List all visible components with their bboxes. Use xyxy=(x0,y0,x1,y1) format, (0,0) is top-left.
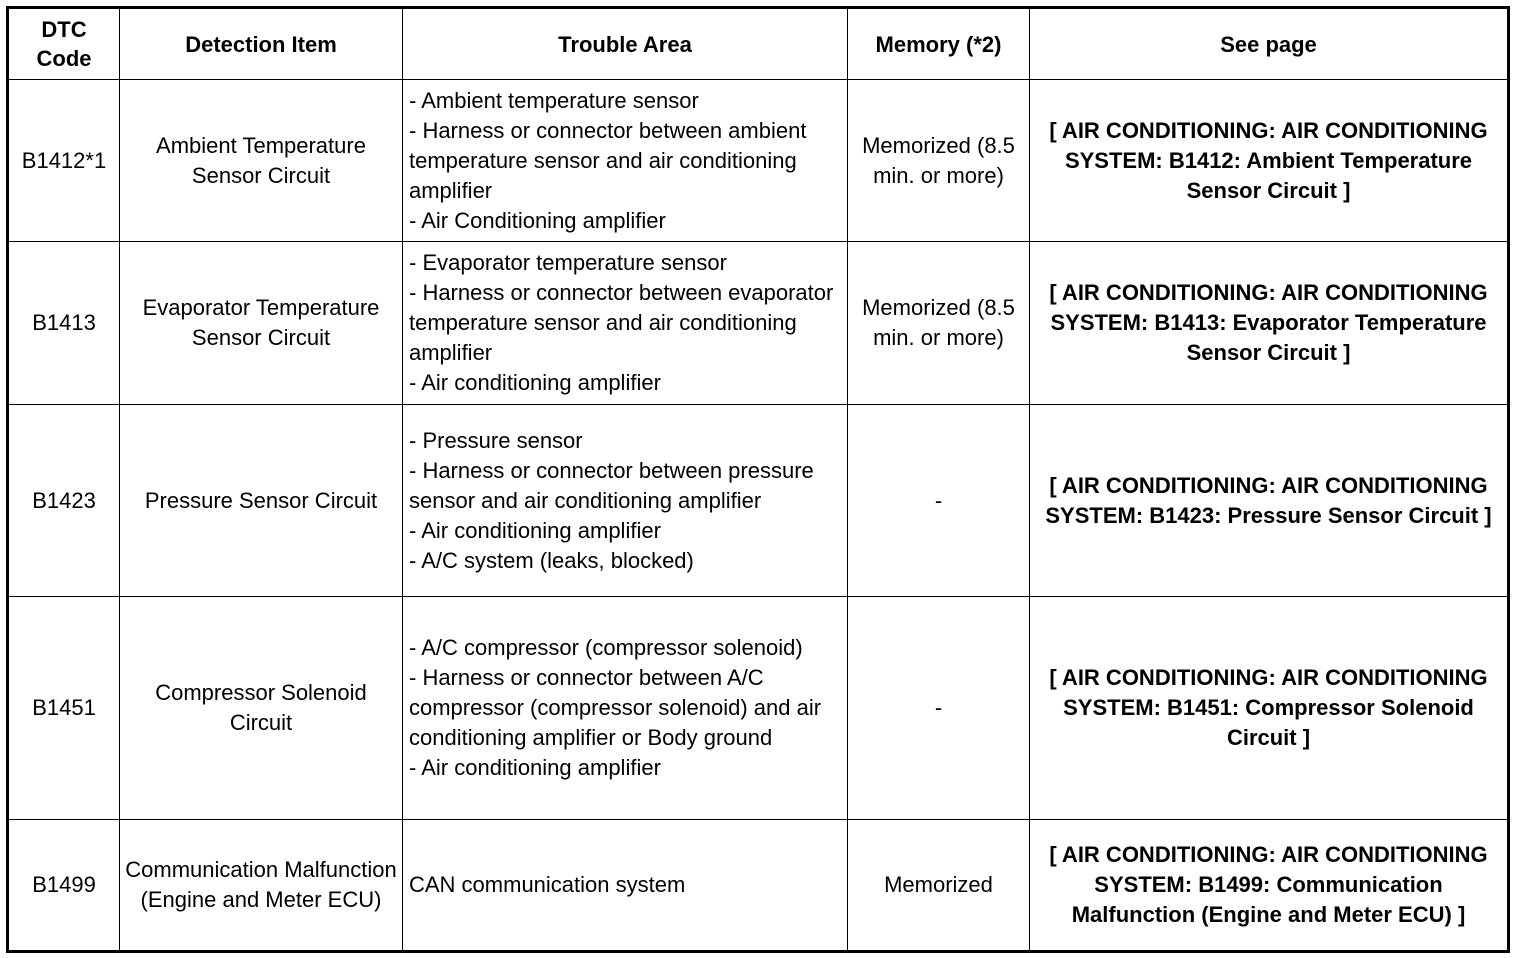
table-row xyxy=(8,597,1509,820)
trouble-line: - Harness or connector between ambient temperature sensor and air conditioning amplifier xyxy=(409,117,807,203)
detection-item-cell: Compressor Solenoid Circuit xyxy=(120,597,403,820)
dtc-code-cell: B1423 xyxy=(8,405,120,597)
header-trouble-area: Trouble Area xyxy=(403,8,848,80)
trouble-line: CAN communication system xyxy=(409,872,686,897)
trouble-line: - Air Conditioning amplifier xyxy=(409,207,666,233)
memory-cell: - xyxy=(848,597,1030,820)
trouble-line: - Air conditioning amplifier xyxy=(409,370,661,395)
header-see-page: See page xyxy=(1030,8,1509,80)
header-row xyxy=(8,8,1509,80)
trouble-area-cell xyxy=(403,405,848,597)
memory-cell: Memorized (8.5 min. or more) xyxy=(848,80,1030,242)
detection-item-cell: Evaporator Temperature Sensor Circuit xyxy=(120,242,403,405)
dtc-code-cell: B1499 xyxy=(8,820,120,952)
detection-item-cell: Ambient Temperature Sensor Circuit xyxy=(120,80,403,242)
see-page-link[interactable]: [ AIR CONDITIONING: AIR CONDITIONING SYSTEM: B1451: Compressor Solenoid Circuit ] xyxy=(1030,597,1509,820)
trouble-line: - Air conditioning amplifier xyxy=(409,517,661,543)
memory-cell: - xyxy=(848,405,1030,597)
dtc-code-cell: B1412*1 xyxy=(8,80,120,242)
header-dtc-code: DTC Code xyxy=(8,8,120,80)
trouble-line: - A/C compressor (compressor solenoid) xyxy=(409,635,803,660)
trouble-area-cell xyxy=(403,80,848,242)
see-page-link[interactable]: [ AIR CONDITIONING: AIR CONDITIONING SYSTEM: B1412: Ambient Temperature Sensor Circuit ] xyxy=(1030,80,1509,242)
trouble-area-cell xyxy=(403,820,848,952)
dtc-code-cell: B1451 xyxy=(8,597,120,820)
see-page-link[interactable]: [ AIR CONDITIONING: AIR CONDITIONING SYSTEM: B1423: Pressure Sensor Circuit ] xyxy=(1030,405,1509,597)
table-row xyxy=(8,80,1509,242)
trouble-area-cell xyxy=(403,242,848,405)
see-page-link[interactable]: [ AIR CONDITIONING: AIR CONDITIONING SYSTEM: B1413: Evaporator Temperature Sensor Circuit ] xyxy=(1030,242,1509,405)
detection-item-cell: Pressure Sensor Circuit xyxy=(120,405,403,597)
trouble-line: - Harness or connector between A/C compressor (compressor solenoid) and air conditioning amplifier or Body ground xyxy=(409,665,822,750)
trouble-line: - Harness or connector between pressure sensor and air conditioning amplifier xyxy=(409,457,814,513)
dtc-table xyxy=(6,6,1510,953)
memory-cell: Memorized (8.5 min. or more) xyxy=(848,242,1030,405)
table-row xyxy=(8,405,1509,597)
memory-cell: Memorized xyxy=(848,820,1030,952)
trouble-area-cell xyxy=(403,597,848,820)
see-page-link[interactable]: [ AIR CONDITIONING: AIR CONDITIONING SYSTEM: B1499: Communication Malfunction (Engine and Meter ECU) ] xyxy=(1030,820,1509,952)
table-row xyxy=(8,820,1509,952)
trouble-line: - Evaporator temperature sensor xyxy=(409,250,727,275)
trouble-line: - Ambient temperature sensor xyxy=(409,87,699,113)
trouble-line: - A/C system (leaks, blocked) xyxy=(409,547,694,573)
dtc-code-cell: B1413 xyxy=(8,242,120,405)
table-row xyxy=(8,242,1509,405)
trouble-line: - Harness or connector between evaporator temperature sensor and air conditioning amplifier xyxy=(409,280,834,365)
trouble-line: - Air conditioning amplifier xyxy=(409,755,661,780)
header-detection-item: Detection Item xyxy=(120,8,403,80)
detection-item-cell: Communication Malfunction (Engine and Meter ECU) xyxy=(120,820,403,952)
header-memory: Memory (*2) xyxy=(848,8,1030,80)
trouble-line: - Pressure sensor xyxy=(409,427,583,453)
